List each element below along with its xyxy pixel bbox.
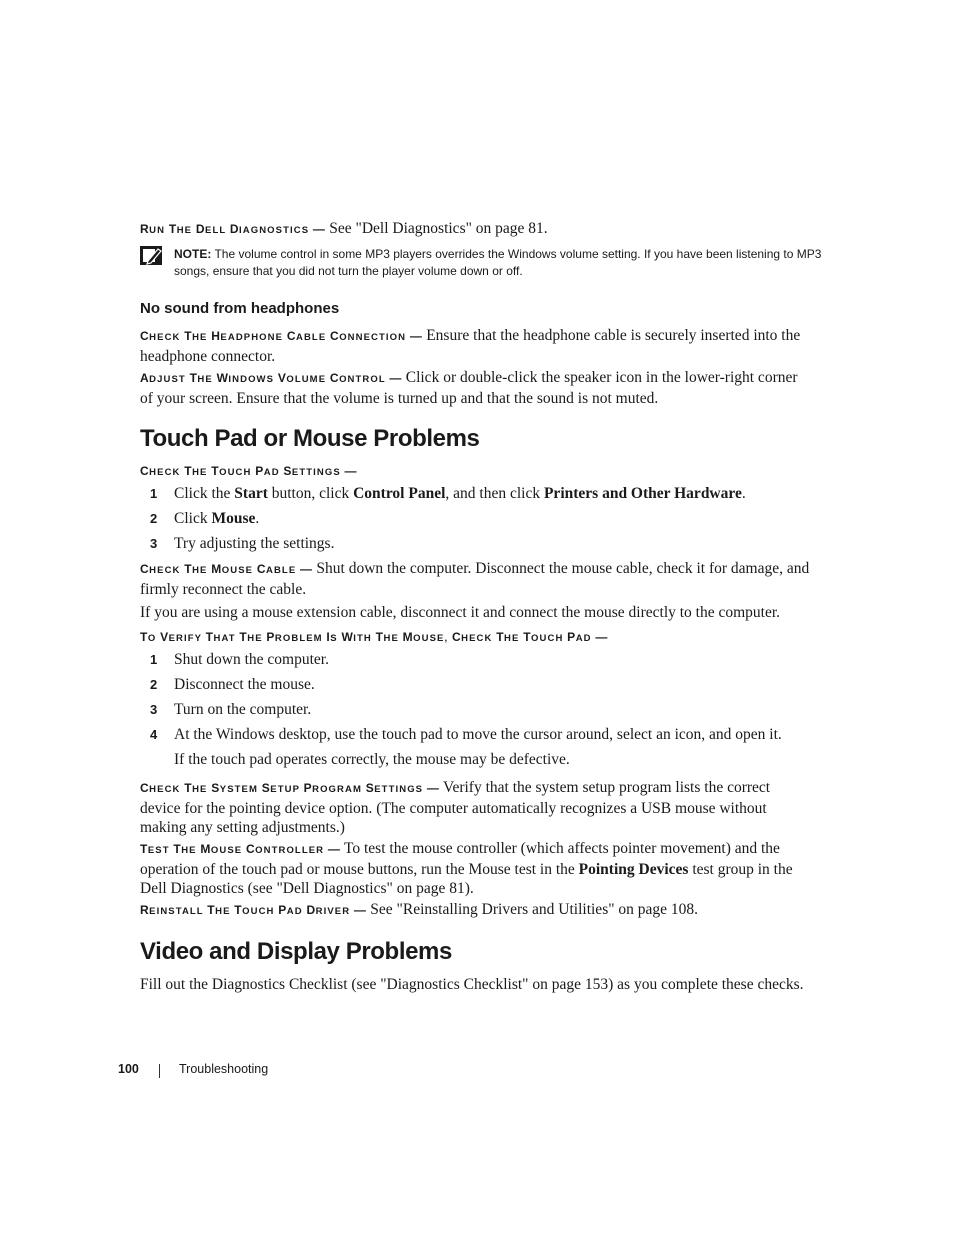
run-diagnostics-text: See "Dell Diagnostics" on page 81. bbox=[325, 220, 548, 237]
start-label: Start bbox=[234, 485, 268, 502]
step-text: Shut down the computer. bbox=[174, 651, 329, 668]
mouse-controller-lead: TEST THE MOUSE CONTROLLER — bbox=[140, 842, 341, 856]
run-diagnostics-paragraph bbox=[140, 219, 812, 240]
volume-control-lead: ADJUST THE WINDOWS VOLUME CONTROL — bbox=[140, 371, 402, 385]
note-label: NOTE: bbox=[174, 247, 212, 261]
headphone-cable-text: Ensure that the headphone cable is securely inserted into the headphone connector. bbox=[140, 327, 801, 365]
touchpad-settings-lead: CHECK THE TOUCH PAD SETTINGS — bbox=[140, 464, 358, 478]
mouse-cable-lead: CHECK THE MOUSE CABLE — bbox=[140, 562, 313, 576]
touchpad-settings-paragraph bbox=[140, 461, 812, 482]
step-number: 2 bbox=[150, 511, 158, 526]
system-setup-text: Verify that the system setup program lists the correct device for the pointing device option. (The computer automatically recognizes a USB mouse without making any setting adjustments.) bbox=[140, 779, 771, 836]
step-text: Click Mouse. bbox=[174, 510, 260, 527]
video-intro-paragraph: Fill out the Diagnostics Checklist (see "Diagnostics Checklist" on page 153) as you complete these checks. bbox=[140, 976, 804, 993]
touchpad-heading: Touch Pad or Mouse Problems bbox=[140, 425, 480, 452]
mouse-cable-text: Shut down the computer. Disconnect the mouse cable, check it for damage, and firmly reconnect the cable. bbox=[140, 560, 810, 598]
note-body: The volume control in some MP3 players overrides the Windows volume setting. If you have been listening to MP3 songs, ensure that you did not turn the player volume down or off. bbox=[174, 247, 822, 278]
headphone-cable-paragraph bbox=[140, 326, 812, 366]
control-panel-label: Control Panel bbox=[353, 485, 446, 502]
reinstall-driver-text: See "Reinstalling Drivers and Utilities" on page 108. bbox=[366, 901, 699, 918]
verify-lead: TO VERIFY THAT THE PROBLEM IS WITH THE MOUSE, CHECK THE TOUCH PAD — bbox=[140, 630, 608, 644]
footer-section-title: Troubleshooting bbox=[179, 1062, 269, 1076]
extension-cable-paragraph: If you are using a mouse extension cable, disconnect it and connect the mouse directly to the computer. bbox=[140, 604, 781, 621]
step-number: 3 bbox=[150, 702, 158, 717]
step-text: Try adjusting the settings. bbox=[174, 535, 335, 552]
run-diagnostics-lead: RUN THE DELL DIAGNOSTICS — bbox=[140, 222, 326, 236]
step-number: 1 bbox=[150, 652, 158, 667]
step-text: At the Windows desktop, use the touch pad to move the cursor around, select an icon, and open it. bbox=[174, 726, 782, 743]
page-number: 100 bbox=[118, 1062, 139, 1076]
system-setup-paragraph bbox=[140, 778, 812, 837]
step-text: Disconnect the mouse. bbox=[174, 676, 315, 693]
verify-paragraph bbox=[140, 627, 812, 648]
printers-hardware-label: Printers and Other Hardware bbox=[543, 485, 742, 502]
volume-control-text: Click or double-click the speaker icon in the lower-right corner of your screen. Ensure that the volume is turned up and that the sound is not muted. bbox=[140, 369, 798, 407]
volume-control-paragraph bbox=[140, 368, 812, 408]
note-text bbox=[174, 246, 824, 280]
mouse-controller-paragraph: TEST THE MOUSE CONTROLLER — To test the mouse controller (which affects pointer movement) and the operation of the touch pad or mouse buttons, run the Mouse test in the Pointing Devices test group in the Dell Diagnostics (see "Dell Diagnostics" on page 81). bbox=[140, 840, 793, 897]
reinstall-driver-paragraph bbox=[140, 900, 812, 921]
pointing-devices-label: Pointing Devices bbox=[578, 861, 689, 878]
footer-divider bbox=[159, 1064, 160, 1078]
step-number: 3 bbox=[150, 536, 158, 551]
headphone-cable-lead: CHECK THE HEADPHONE CABLE CONNECTION — bbox=[140, 329, 423, 343]
step-number: 1 bbox=[150, 486, 158, 501]
headphones-heading: No sound from headphones bbox=[140, 300, 340, 317]
video-heading: Video and Display Problems bbox=[140, 938, 452, 965]
note-pencil-icon bbox=[140, 246, 164, 266]
mouse-cable-paragraph bbox=[140, 559, 812, 599]
followup-text: If the touch pad operates correctly, the mouse may be defective. bbox=[174, 751, 570, 768]
step-number: 2 bbox=[150, 677, 158, 692]
step-text: Turn on the computer. bbox=[174, 701, 312, 718]
reinstall-driver-lead: REINSTALL THE TOUCH PAD DRIVER — bbox=[140, 903, 367, 917]
step-number: 4 bbox=[150, 727, 158, 742]
step-text: Click the Start button, click Control Panel, and then click Printers and Other Hardware. bbox=[174, 485, 746, 502]
system-setup-lead: CHECK THE SYSTEM SETUP PROGRAM SETTINGS — bbox=[140, 781, 440, 795]
mouse-label: Mouse bbox=[211, 510, 256, 527]
